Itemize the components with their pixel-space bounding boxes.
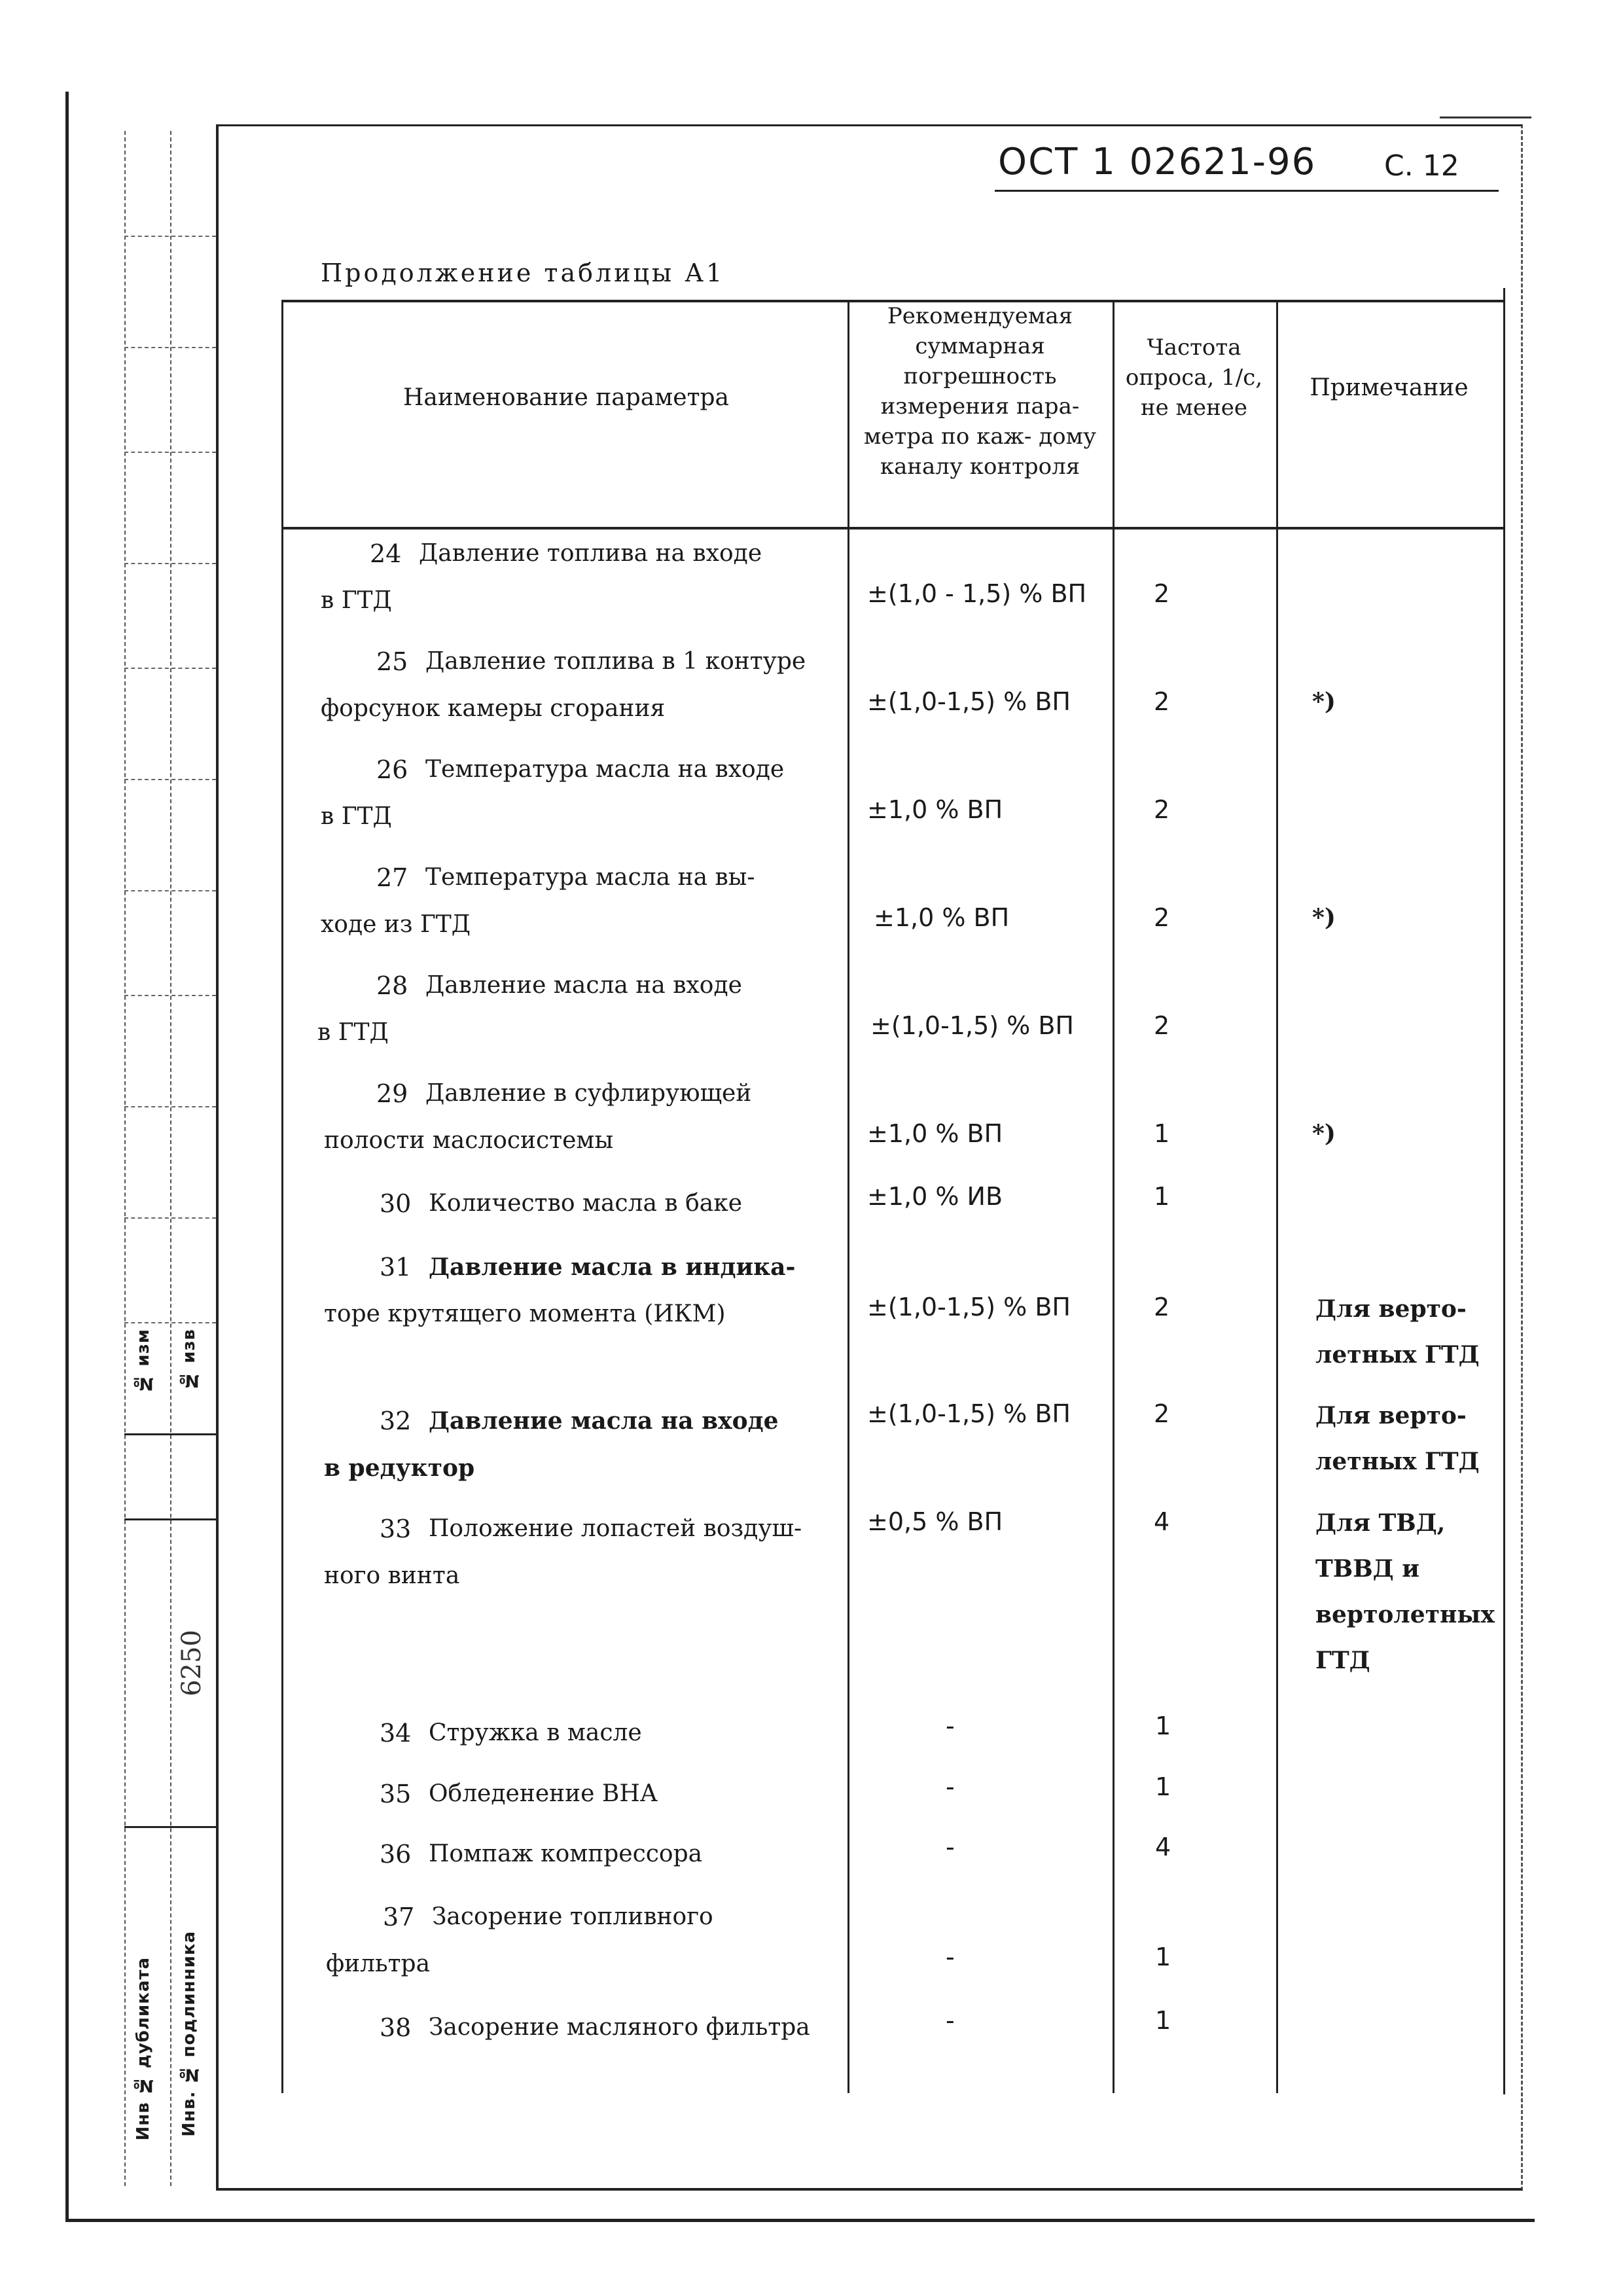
note-value: Для верто-летных ГТД: [1315, 1402, 1480, 1475]
note-value: Для ТВД, ТВВД и вертолетных ГТД: [1315, 1509, 1495, 1674]
table-col-line: [281, 300, 283, 2093]
error-value: -: [946, 2006, 955, 2035]
frequency-value: 2: [1154, 1293, 1170, 1321]
parameter-name-line1: Количество масла в баке: [429, 1190, 743, 1217]
strip-row-line: [124, 236, 216, 237]
parameter-name-line2: форсунок камеры сгорания: [321, 695, 666, 722]
parameter-name-line2: в ГТД: [317, 1019, 389, 1046]
strip-row-line: [124, 1322, 216, 1323]
note-value: *): [1312, 904, 1336, 931]
strip-col-line: [124, 131, 126, 2186]
table-continuation-caption: Продолжение таблицы А1: [321, 259, 725, 287]
strip-row-line: [124, 668, 216, 669]
frequency-value: 1: [1154, 1182, 1170, 1211]
frequency-value: 2: [1154, 1011, 1170, 1040]
error-value: ±(1,0-1,5) % ВП: [867, 1293, 1071, 1321]
parameter-name-line2: ного винта: [324, 1562, 460, 1589]
row-number: 33: [380, 1515, 412, 1543]
error-value: ±1,0 % ВП: [867, 1119, 1003, 1148]
strip-row-line: [124, 1826, 216, 1828]
frequency-value: 1: [1155, 1943, 1171, 1971]
stamp-original-label: Инв. № подлинника: [179, 1931, 199, 2137]
parameter-name-line1: Давление топлива в 1 контуре: [425, 648, 806, 675]
error-value: -: [946, 1772, 955, 1801]
error-value: ±(1,0 - 1,5) % ВП: [867, 579, 1087, 608]
error-value: ±(1,0-1,5) % ВП: [870, 1011, 1074, 1040]
error-value: -: [946, 1943, 955, 1971]
parameter-name-line2: полости маслосистемы: [324, 1127, 614, 1154]
parameter-name-line1: Давление топлива на входе: [419, 540, 762, 567]
top-edge-line: [1440, 117, 1531, 118]
parameter-name-line1: Засорение топливного: [432, 1903, 713, 1930]
stamp-izv-label: № изв: [179, 1329, 199, 1390]
error-value: -: [946, 1712, 955, 1740]
row-number: 35: [380, 1780, 412, 1808]
row-number: 28: [376, 971, 408, 1000]
parameter-name-line1: Давление в суфлирующей: [425, 1080, 752, 1107]
parameter-name-line1: Температура масла на входе: [425, 756, 785, 783]
row-number: 31: [380, 1253, 412, 1282]
parameter-name-line1: Давление масла на входе: [425, 972, 742, 999]
strip-row-line: [124, 452, 216, 453]
table-col-line: [1276, 300, 1278, 2093]
column-header-error: Рекомендуемая суммарная погрешность измерения пара- метра по каж- дому каналу контроля: [863, 303, 1097, 480]
row-number: 29: [376, 1079, 408, 1108]
frequency-value: 1: [1155, 2006, 1171, 2035]
error-value: -: [946, 1833, 955, 1861]
parameter-name-line1: Засорение масляного фильтра: [429, 2014, 810, 2041]
strip-col-line: [170, 131, 171, 2186]
parameter-name-line2: в редуктор: [324, 1454, 475, 1482]
strip-row-line: [124, 1433, 216, 1435]
document-code: ОСТ 1 02621-96: [998, 141, 1317, 183]
parameter-name-line1: Помпаж компрессора: [429, 1840, 703, 1867]
table-header-rule: [281, 527, 1505, 529]
row-number: 25: [376, 647, 408, 676]
parameter-name-line1: Температура масла на вы-: [425, 864, 755, 891]
error-value: ±(1,0-1,5) % ВП: [867, 1399, 1071, 1428]
stamp-duplicate-label: Инв № дубликата: [134, 1957, 153, 2141]
strip-row-line: [124, 995, 216, 996]
frequency-value: 4: [1154, 1507, 1170, 1536]
strip-row-line: [124, 890, 216, 891]
parameter-name-line2: в ГТД: [321, 803, 392, 830]
frequency-value: 4: [1155, 1833, 1171, 1861]
strip-row-line: [124, 1217, 216, 1219]
frequency-value: 1: [1155, 1712, 1171, 1740]
frequency-value: 2: [1154, 1399, 1170, 1428]
strip-row-line: [124, 347, 216, 348]
row-number: 38: [380, 2013, 412, 2042]
parameter-name-line1: Обледенение ВНА: [429, 1780, 658, 1807]
parameter-name-line1: Стружка в масле: [429, 1719, 642, 1746]
strip-row-line: [124, 779, 216, 780]
table-col-line: [1113, 300, 1115, 2093]
row-number: 36: [380, 1840, 412, 1869]
frequency-value: 1: [1154, 1119, 1170, 1148]
column-header-name: Наименование параметра: [403, 384, 729, 411]
page-number: С. 12: [1384, 149, 1459, 183]
row-number: 32: [380, 1407, 412, 1435]
strip-row-line: [124, 563, 216, 564]
row-number: 34: [380, 1719, 412, 1748]
frequency-value: 2: [1154, 795, 1170, 824]
frequency-value: 1: [1155, 1772, 1171, 1801]
parameter-name-line1: Положение лопастей воздуш-: [429, 1515, 802, 1542]
row-number: 24: [370, 539, 402, 568]
note-value: *): [1312, 688, 1336, 715]
table-col-line: [1503, 288, 1505, 2094]
stamp-izm-label: № изм: [134, 1329, 153, 1393]
error-value: ±0,5 % ВП: [867, 1507, 1003, 1536]
error-value: ±1,0 % ИВ: [867, 1182, 1003, 1211]
parameter-name-line2: в ГТД: [321, 587, 392, 614]
margin-stamp-strip: [124, 131, 216, 2186]
column-header-note: Примечание: [1310, 374, 1469, 401]
parameter-name-line1: Давление масла в индика-: [429, 1253, 796, 1281]
note-value: *): [1312, 1120, 1336, 1147]
row-number: 30: [380, 1189, 412, 1218]
parameter-name-line2: торе крутящего момента (ИКМ): [324, 1300, 726, 1327]
header-underline: [995, 190, 1499, 192]
frequency-value: 2: [1154, 579, 1170, 608]
parameter-name-line1: Давление масла на входе: [429, 1407, 779, 1435]
row-number: 27: [376, 863, 408, 892]
column-header-frequency: Частота опроса, 1/с, не менее: [1125, 334, 1263, 421]
error-value: ±1,0 % ВП: [874, 903, 1010, 932]
parameter-name-line2: ходе из ГТД: [321, 911, 471, 938]
frequency-value: 2: [1154, 687, 1170, 716]
table-col-line: [847, 300, 849, 2093]
error-value: ±1,0 % ВП: [867, 795, 1003, 824]
strip-row-line: [124, 1518, 216, 1520]
strip-row-line: [124, 1106, 216, 1107]
error-value: ±(1,0-1,5) % ВП: [867, 687, 1071, 716]
row-number: 37: [383, 1903, 415, 1931]
stamp-original-number: 6250: [177, 1630, 207, 1696]
note-value: Для верто-летных ГТД: [1315, 1295, 1480, 1369]
parameter-name-line2: фильтра: [326, 1950, 431, 1977]
row-number: 26: [376, 755, 408, 784]
frequency-value: 2: [1154, 903, 1170, 932]
